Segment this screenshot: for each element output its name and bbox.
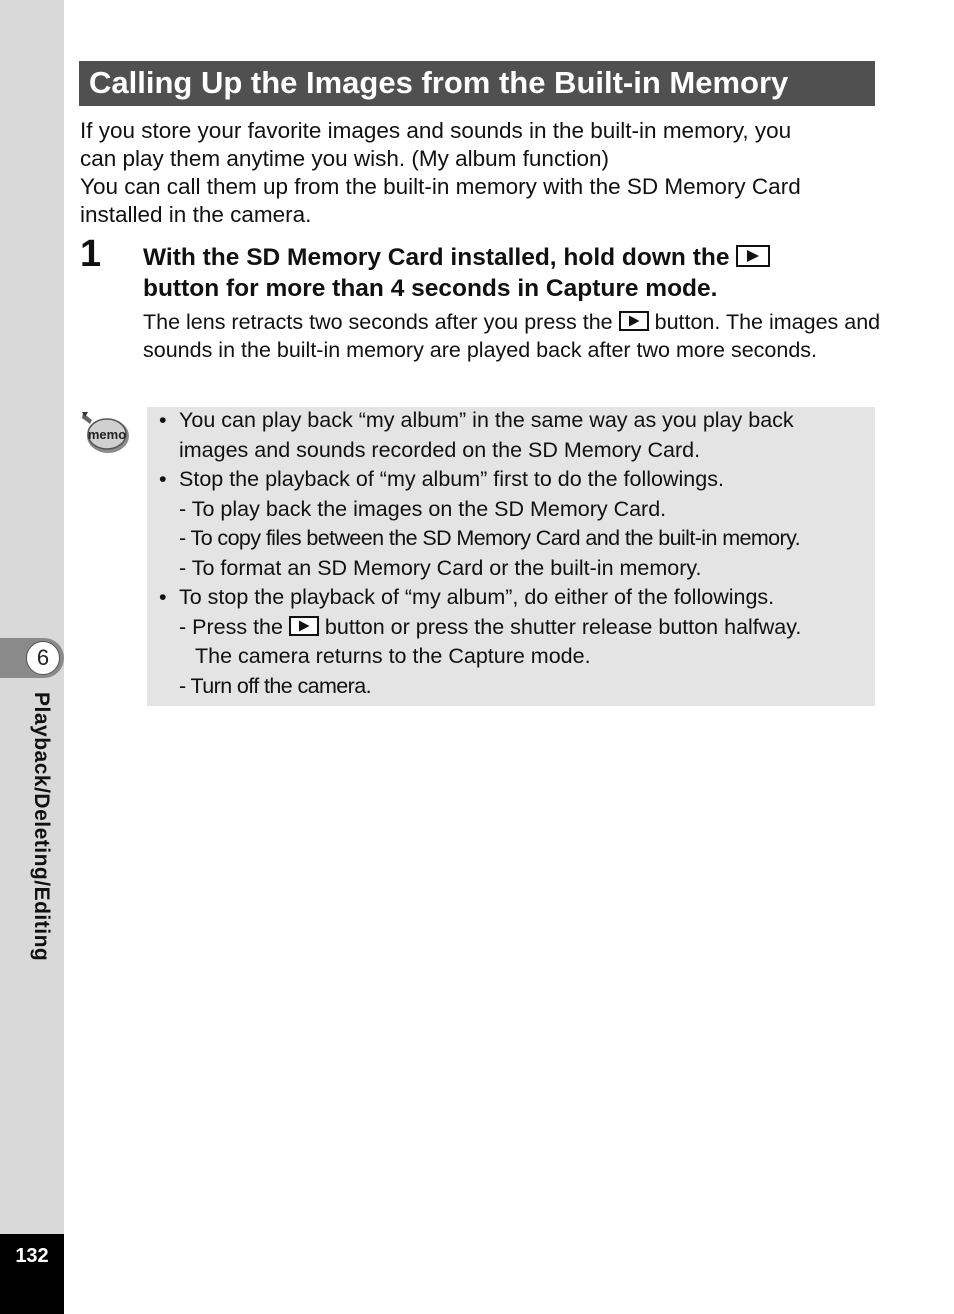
sub-item (157, 613, 873, 643)
sub-item: - To play back the images on the SD Memory Card. (179, 496, 667, 521)
sub-item-continuation: The camera returns to the Capture mode. (195, 644, 591, 668)
step-number: 1 (80, 233, 102, 275)
memo-list (157, 406, 873, 701)
intro-p1-line2: can play them anytime you wish. (My album function) (80, 146, 609, 171)
playback-button-icon (736, 245, 770, 267)
svg-text:memo: memo (87, 427, 127, 442)
sub-item: - To format an SD Memory Card or the built-in memory. (179, 555, 702, 580)
memo-b1-line1: You can play back “my album” in the same way as you play back (179, 408, 794, 432)
section-title: Calling Up the Images from the Built-in Memory (79, 61, 875, 106)
bullet: • (159, 585, 167, 609)
step-heading (143, 242, 883, 304)
memo-b2: Stop the playback of “my album” first to do the followings. (179, 467, 724, 491)
page-number: 132 (0, 1234, 64, 1314)
sub-item: - Turn off the camera. (179, 673, 371, 698)
step-body-part2: button. The images and sounds in the built-in memory are played back after two more seconds. (143, 310, 881, 362)
sub-item: - To copy files between the SD Memory Card and the built-in memory. (179, 526, 801, 550)
memo-b3: To stop the playback of “my album”, do either of the followings. (179, 585, 775, 609)
list-item (157, 465, 873, 495)
list-item (157, 583, 873, 613)
chapter-label: Playback/Deleting/Editing (30, 692, 53, 962)
intro-p1-line1: If you store your favorite images and sounds in the built-in memory, you (80, 118, 792, 143)
bullet: • (159, 467, 167, 491)
intro-p2-line2: installed in the camera. (80, 202, 312, 227)
bullet: • (159, 408, 167, 432)
step-heading-part1: With the SD Memory Card installed, hold down the (143, 244, 730, 271)
memo-b3-s1-part1: - Press the (179, 614, 283, 639)
chapter-number: 6 (26, 641, 60, 675)
playback-button-icon (619, 311, 649, 331)
step-heading-part2: button for more than 4 seconds in Capture mode. (143, 275, 718, 302)
memo-b1-line2: images and sounds recorded on the SD Memory Card. (179, 437, 701, 462)
intro-paragraph-1 (80, 117, 880, 173)
memo-icon (80, 410, 132, 456)
intro-paragraph-2 (80, 173, 880, 229)
intro-text (80, 117, 880, 229)
intro-p2-line1: You can call them up from the built-in memory with the SD Memory Card (80, 174, 801, 199)
playback-button-icon (289, 616, 319, 636)
list-item (157, 406, 873, 465)
step-body (143, 308, 883, 364)
memo-b3-s1-part2: button or press the shutter release button halfway. (324, 614, 802, 639)
step-body-part1: The lens retracts two seconds after you press the (143, 310, 613, 334)
